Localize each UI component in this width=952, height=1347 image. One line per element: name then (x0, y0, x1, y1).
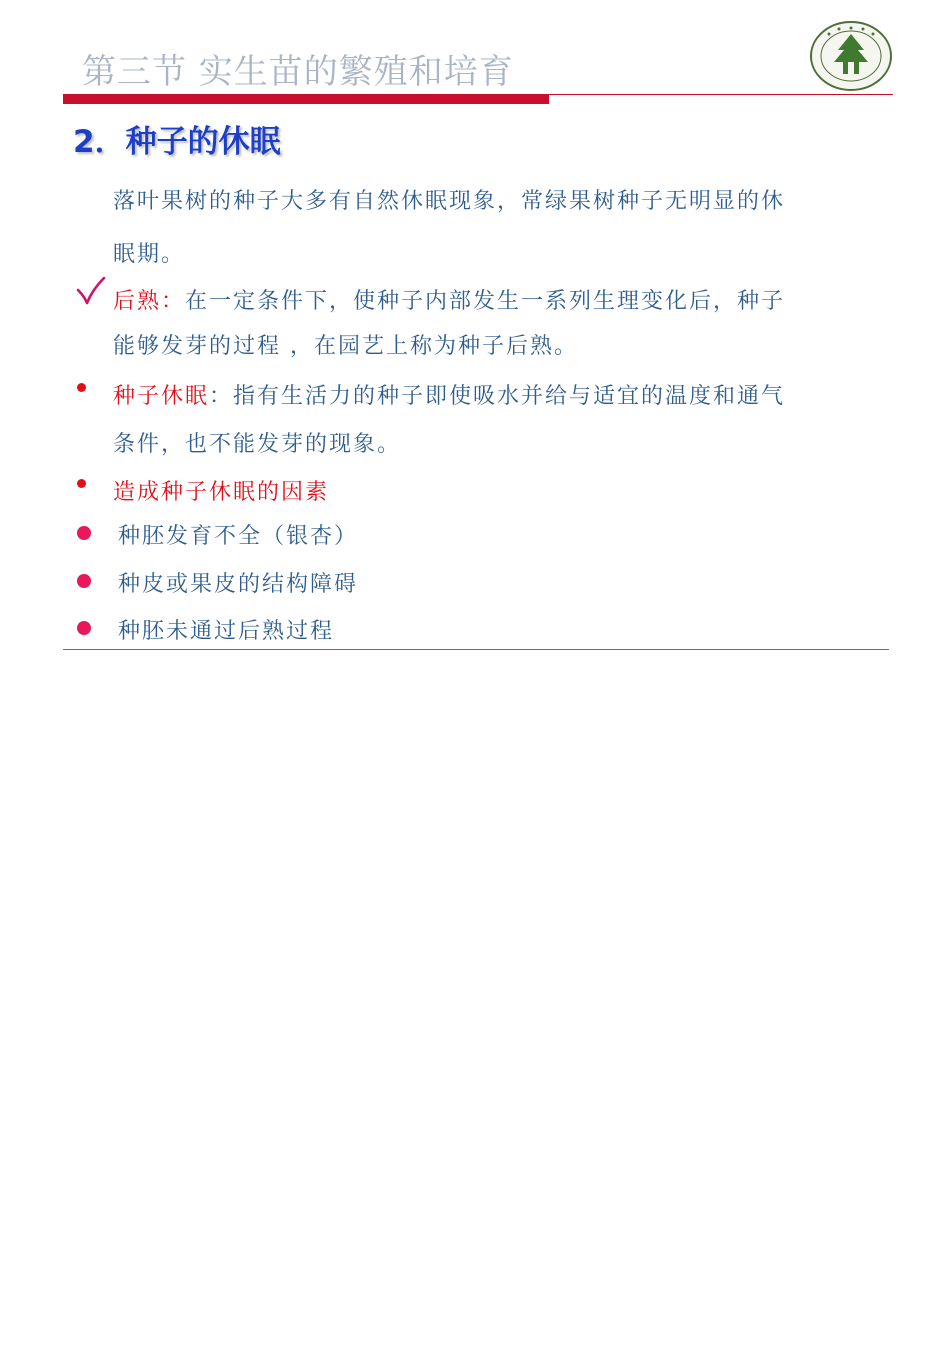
dormancy-bullet (77, 383, 86, 392)
after-ripening-line-1 (113, 284, 785, 315)
dormancy-term: 种子休眠 (113, 384, 210, 409)
after-ripening-term: 后熟： (113, 289, 186, 314)
dormancy-line-2: 条件，也不能发芽的现象。 (113, 432, 402, 457)
intro-line-1: 落叶果树的种子大多有自然休眠现象，常绿果树种子无明显的休 (113, 189, 786, 214)
cause-item: 种胚未通过后熟过程 (118, 619, 335, 644)
dormancy-definition: ：指有生活力的种子即使吸水并给与适宜的温度和通气 (209, 384, 786, 409)
page-header-title: 第三节 实生苗的繁殖和培育 (82, 52, 514, 92)
cause-bullet (77, 526, 91, 540)
causes-bullet (77, 479, 86, 488)
cause-item: 种皮或果皮的结构障碍 (118, 572, 359, 597)
cause-bullet (77, 621, 91, 635)
content-bottom-divider (63, 649, 889, 650)
after-ripening-line-2: 能够发芽的过程 ，在园艺上称为种子后熟。 (113, 334, 578, 359)
intro-line-2: 眠期。 (113, 242, 186, 267)
header-divider-thick (63, 95, 549, 104)
cause-bullet (77, 574, 91, 588)
causes-heading: 造成种子休眠的因素 (113, 480, 330, 505)
cause-item: 种胚发育不全（银杏） (118, 524, 359, 549)
dormancy-line-1 (113, 379, 785, 410)
section-heading: 2．种子的休眠 (73, 124, 281, 160)
after-ripening-definition: 在一定条件下，使种子内部发生一系列生理变化后，种子 (185, 289, 786, 314)
university-seal-icon (808, 20, 894, 92)
checkmark-icon (76, 276, 106, 306)
